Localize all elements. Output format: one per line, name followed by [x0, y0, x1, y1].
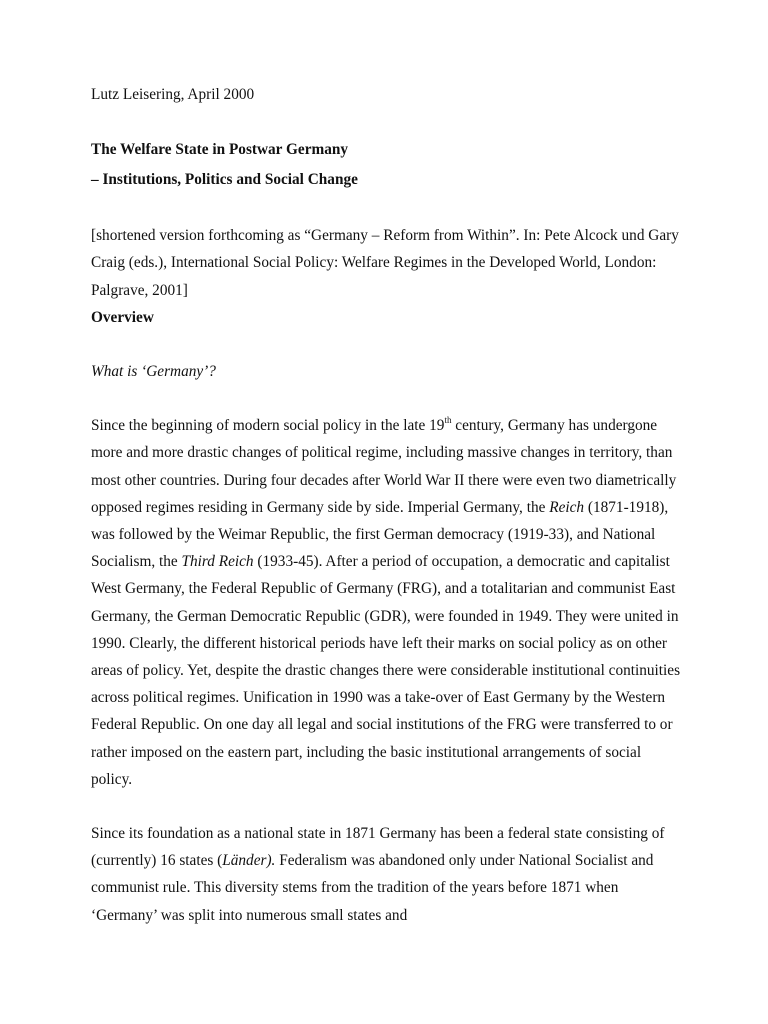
publication-note: [shortened version forthcoming as “Germany – Reform from Within”. In: Pete Alcock und Gary Craig (eds.), International Social Policy: Welfare Regimes in the Developed World, London: Palgrave, 2001] [91, 227, 679, 299]
author-date: Lutz Leisering, April 2000 [91, 86, 255, 103]
section-heading: What is ‘Germany’? [91, 363, 216, 381]
paragraph-1-text-a: Since the beginning of modern social policy in the late 19 [91, 417, 445, 435]
paragraph-2-text-a: Since its foundation as a national state in 1871 Germany has been a federal state consisting of (currently) 16 states ( [91, 825, 665, 870]
paragraph-federalism [91, 820, 685, 929]
document-title: The Welfare State in Postwar Germany [91, 141, 349, 159]
paragraph-regime-changes [91, 412, 685, 793]
paragraph-1-text-b: century, Germany has undergone more and more drastic changes of political regime, including massive changes in territory, than most other countries. During four decades after World War II there were even two diametrically opposed regimes residing in Germany side by side. Imperial Germany, the [91, 417, 677, 516]
italic-third-reich: Third Reich [181, 553, 254, 571]
italic-reich: Reich [549, 498, 585, 516]
italic-laender: Länder). [222, 852, 276, 870]
document-body [91, 81, 685, 929]
document-subtitle: – Institutions, Politics and Social Change [91, 171, 358, 189]
overview-heading: Overview [91, 308, 154, 326]
paragraph-1-text-d: (1933-45). After a period of occupation, a democratic and capitalist West Germany, the Federal Republic of Germany (FRG), and a totalitarian and communist East Germany, the German Democratic Republic (GDR), were founded in 1949. They were united in 1990. Clearly, the different historical periods have left their marks on social policy as on other areas of policy. Yet, despite the drastic changes there were considerable institutional continuities across political regimes. Unification in 1990 was a take-over of East Germany by the Western Federal Republic. On one day all legal and social institutions of the FRG were transferred to or rather imposed on the eastern part, including the basic institutional arrangements of social policy. [91, 553, 681, 788]
superscript-th: th [444, 415, 452, 426]
paragraph-2-text-b: Federalism was abandoned only under National Socialist and communist rule. This diversity stems from the tradition of the years before 1871 when ‘Germany’ was split into numerous small states and [91, 852, 654, 924]
paragraph-1-text-c: (1871-1918), was followed by the Weimar Republic, the first German democracy (1919-33), and National Socialism, the [91, 498, 669, 571]
